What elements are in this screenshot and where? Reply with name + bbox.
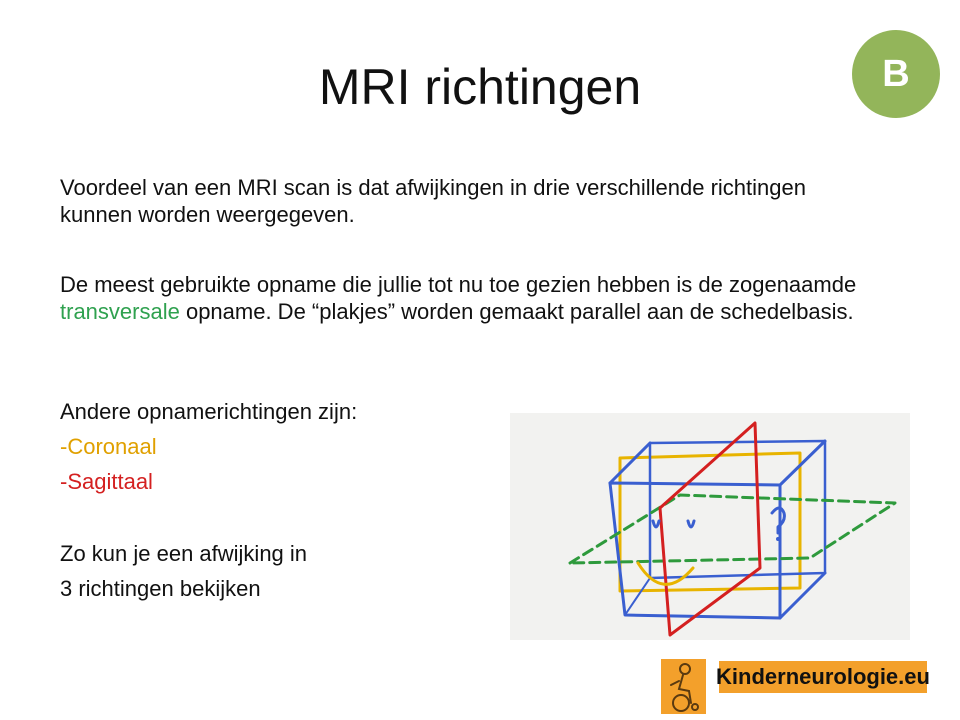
closing-line-2: 3 richtingen bekijken xyxy=(60,576,261,601)
paragraph-intro: Voordeel van een MRI scan is dat afwijkingen in drie verschillende richtingen kunnen worden weergegeven. xyxy=(60,175,806,227)
list-item-sagittaal: -Sagittaal xyxy=(60,469,153,494)
face-eye-right xyxy=(688,521,694,527)
cube-edge-tr xyxy=(780,441,825,485)
cube-sketch-svg xyxy=(510,413,910,640)
paragraph-transversal-after: opname. De “plakjes” worden gemaakt parallel aan de schedelbasis. xyxy=(179,299,854,324)
kinderneurologie-logo xyxy=(661,659,930,714)
face-question-dot xyxy=(777,538,780,541)
section-badge: B xyxy=(852,30,940,118)
paragraph-transversal-before: De meest gebruikte opname die jullie tot nu toe gezien hebben is de zogenaamde xyxy=(60,272,857,297)
face-question-mark xyxy=(772,508,784,533)
list-intro: Andere opnamerichtingen zijn: xyxy=(60,399,358,424)
slide-title: MRI richtingen xyxy=(318,59,642,115)
logo-text-box xyxy=(716,661,930,693)
coronal-plane xyxy=(620,453,800,591)
cube-edge-bl xyxy=(625,578,650,615)
closing-line-1: Zo kun je een afwijking in xyxy=(60,541,308,566)
cube-edge-tl xyxy=(610,443,650,483)
face-eye-left xyxy=(653,521,659,527)
list-item-coronaal: -Coronaal xyxy=(60,434,157,459)
mri-cube-illustration xyxy=(510,413,910,640)
transversale-term: transversale xyxy=(60,299,180,324)
wheelchair-figure-icon xyxy=(661,659,706,714)
logo-text: Kinderneurologie.eu xyxy=(716,664,930,689)
paragraph-transversal xyxy=(60,271,880,325)
cube-edge-br xyxy=(780,573,825,618)
